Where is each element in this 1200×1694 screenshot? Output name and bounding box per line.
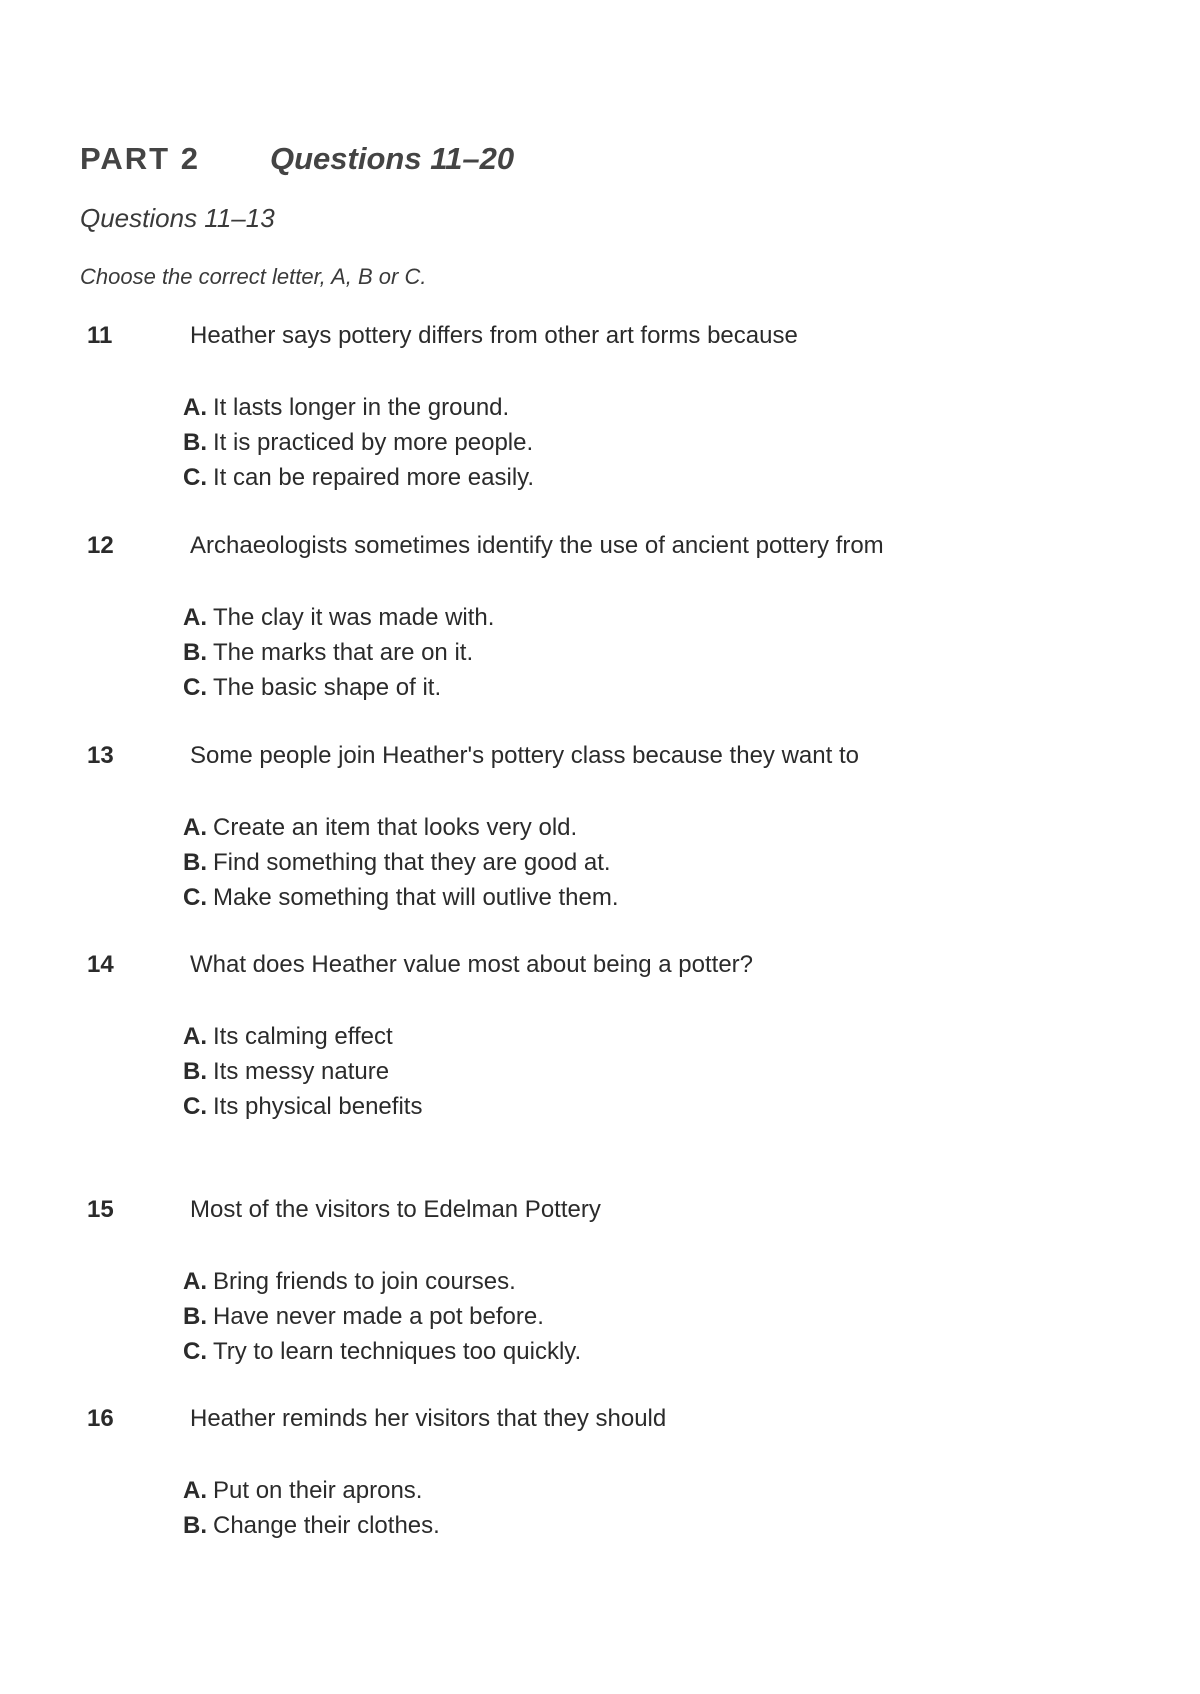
option-b xyxy=(183,425,534,460)
option-a xyxy=(183,390,534,425)
option-text: Change their clothes. xyxy=(213,1512,440,1539)
instruction-text: Choose the correct letter, A, B or C. xyxy=(80,264,427,289)
question-text: Most of the visitors to Edelman Pottery xyxy=(190,1196,601,1223)
option-letter: B. xyxy=(183,1303,207,1330)
option-c xyxy=(183,670,494,705)
option-a xyxy=(183,1473,440,1508)
option-b xyxy=(183,635,494,670)
option-list xyxy=(183,810,619,915)
option-letter: A. xyxy=(183,1023,207,1050)
option-letter: C. xyxy=(183,884,207,911)
option-text: It can be repaired more easily. xyxy=(213,464,535,491)
option-text: The marks that are on it. xyxy=(213,639,474,666)
option-letter: B. xyxy=(183,849,207,876)
option-c xyxy=(183,880,619,915)
option-text: It lasts longer in the ground. xyxy=(213,394,510,421)
question-text: Heather says pottery differs from other art forms because xyxy=(190,322,798,349)
option-a xyxy=(183,810,619,845)
option-letter: B. xyxy=(183,1512,207,1539)
part-label: PART 2 xyxy=(80,141,200,176)
option-letter: A. xyxy=(183,604,207,631)
option-letter: C. xyxy=(183,674,207,701)
question-number: 15 xyxy=(87,1196,114,1223)
option-letter: A. xyxy=(183,1477,207,1504)
option-a xyxy=(183,1264,581,1299)
question-number: 13 xyxy=(87,742,114,769)
option-letter: A. xyxy=(183,814,207,841)
option-letter: A. xyxy=(183,394,207,421)
option-text: Its physical benefits xyxy=(213,1093,423,1120)
question-number: 16 xyxy=(87,1405,114,1432)
option-b xyxy=(183,1508,440,1543)
option-text: The clay it was made with. xyxy=(213,604,495,631)
option-c xyxy=(183,1334,581,1369)
question-number: 11 xyxy=(87,322,113,349)
question-number: 14 xyxy=(87,951,114,978)
option-text: Put on their aprons. xyxy=(213,1477,423,1504)
option-b xyxy=(183,1054,422,1089)
part-questions-range: Questions 11–20 xyxy=(270,141,515,176)
option-letter: C. xyxy=(183,1338,207,1365)
option-list xyxy=(183,1473,440,1543)
option-a xyxy=(183,1019,422,1054)
option-a xyxy=(183,600,494,635)
option-b xyxy=(183,845,619,880)
question-text: Heather reminds her visitors that they should xyxy=(190,1405,667,1432)
option-c xyxy=(183,1089,422,1124)
option-letter: C. xyxy=(183,1093,207,1120)
option-text: It is practiced by more people. xyxy=(213,429,534,456)
option-b xyxy=(183,1299,581,1334)
option-text: Its messy nature xyxy=(213,1058,390,1085)
question-text: Some people join Heather's pottery class because they want to xyxy=(190,742,859,769)
section-subheading: Questions 11–13 xyxy=(80,203,275,233)
option-text: Have never made a pot before. xyxy=(213,1303,544,1330)
option-c xyxy=(183,460,534,495)
part-heading xyxy=(80,141,515,177)
option-list xyxy=(183,1019,422,1124)
option-letter: B. xyxy=(183,639,207,666)
option-letter: B. xyxy=(183,429,207,456)
option-text: The basic shape of it. xyxy=(213,674,442,701)
option-text: Try to learn techniques too quickly. xyxy=(213,1338,582,1365)
option-text: Create an item that looks very old. xyxy=(213,814,578,841)
option-letter: A. xyxy=(183,1268,207,1295)
option-text: Bring friends to join courses. xyxy=(213,1268,516,1295)
question-text: Archaeologists sometimes identify the use of ancient pottery from xyxy=(190,532,884,559)
question-number: 12 xyxy=(87,532,114,559)
option-text: Make something that will outlive them. xyxy=(213,884,619,911)
option-letter: C. xyxy=(183,464,207,491)
option-list xyxy=(183,1264,581,1369)
question-text: What does Heather value most about being a potter? xyxy=(190,951,754,978)
option-letter: B. xyxy=(183,1058,207,1085)
option-list xyxy=(183,390,534,495)
option-text: Find something that they are good at. xyxy=(213,849,611,876)
option-text: Its calming effect xyxy=(213,1023,393,1050)
option-list xyxy=(183,600,494,705)
